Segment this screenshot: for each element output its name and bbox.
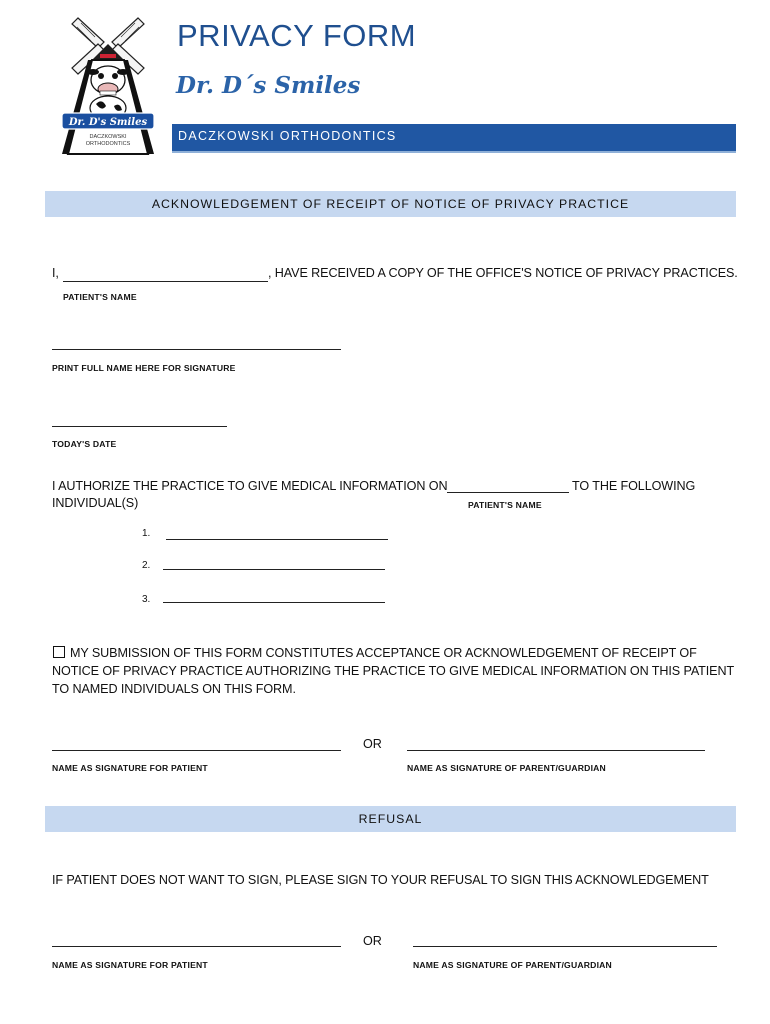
signature-or-text: OR <box>363 737 382 751</box>
consent-checkbox[interactable] <box>53 646 65 658</box>
patient-name-field[interactable] <box>63 281 268 282</box>
practice-banner <box>172 124 736 153</box>
authorize-text-prefix: I AUTHORIZE THE PRACTICE TO GIVE MEDICAL INFORMATION ON <box>52 479 448 493</box>
refusal-statement: IF PATIENT DOES NOT WANT TO SIGN, PLEASE SIGN TO YOUR REFUSAL TO SIGN THIS ACKNOWLEDGEMENT <box>52 873 709 887</box>
individual-field-1[interactable] <box>166 539 388 540</box>
consent-text-line3: TO NAMED INDIVIDUALS ON THIS FORM. <box>52 682 296 696</box>
individual-field-3[interactable] <box>163 602 385 603</box>
acknowledgement-heading-bar <box>45 191 736 217</box>
windmill-cow-logo-icon <box>48 14 168 156</box>
individual-number-1: 1. <box>142 528 151 539</box>
print-name-label: PRINT FULL NAME HERE FOR SIGNATURE <box>52 363 236 373</box>
svg-text:ORTHODONTICS: ORTHODONTICS <box>85 141 131 147</box>
guardian-signature-field[interactable] <box>407 750 705 751</box>
authorize-text-line2: INDIVIDUAL(S) <box>52 496 139 510</box>
practice-banner-text: DACZKOWSKI ORTHODONTICS <box>178 129 397 143</box>
refusal-guardian-signature-label: NAME AS SIGNATURE OF PARENT/GUARDIAN <box>413 960 612 970</box>
individual-number-2: 2. <box>142 560 151 571</box>
patient-signature-field[interactable] <box>52 750 341 751</box>
practice-logo <box>48 14 168 156</box>
date-label: TODAY'S DATE <box>52 439 117 449</box>
refusal-heading-bar <box>45 806 736 832</box>
statement-suffix: , HAVE RECEIVED A COPY OF THE OFFICE'S NOTICE OF PRIVACY PRACTICES. <box>268 266 738 280</box>
date-field[interactable] <box>52 426 227 427</box>
refusal-or-text: OR <box>363 934 382 948</box>
authorize-patient-field[interactable] <box>447 492 569 493</box>
refusal-patient-signature-label: NAME AS SIGNATURE FOR PATIENT <box>52 960 208 970</box>
statement-prefix: I, <box>52 266 59 280</box>
form-title: PRIVACY FORM <box>177 18 417 53</box>
individual-field-2[interactable] <box>163 569 385 570</box>
svg-text:DACZKOWSKI: DACZKOWSKI <box>89 134 127 140</box>
acknowledgement-heading: ACKNOWLEDGEMENT OF RECEIPT OF NOTICE OF PRIVACY PRACTICE <box>151 197 630 211</box>
logo-sign-text: Dr. D's Smiles <box>68 117 148 128</box>
authorize-patient-label: PATIENT'S NAME <box>468 500 542 510</box>
individual-number-3: 3. <box>142 594 151 605</box>
patient-name-label: PATIENT'S NAME <box>63 292 137 302</box>
refusal-heading: REFUSAL <box>358 812 423 826</box>
consent-text-line1: MY SUBMISSION OF THIS FORM CONSTITUTES ACCEPTANCE OR ACKNOWLEDGEMENT OF RECEIPT OF <box>70 646 697 660</box>
guardian-signature-label: NAME AS SIGNATURE OF PARENT/GUARDIAN <box>407 763 606 773</box>
refusal-guardian-signature-field[interactable] <box>413 946 717 947</box>
refusal-patient-signature-field[interactable] <box>52 946 341 947</box>
patient-signature-label: NAME AS SIGNATURE FOR PATIENT <box>52 763 208 773</box>
print-name-field[interactable] <box>52 349 341 350</box>
consent-text-line2: NOTICE OF PRIVACY PRACTICE AUTHORIZING THE PRACTICE TO GIVE MEDICAL INFORMATION ON THIS PATIENT <box>52 664 735 678</box>
authorize-text-suffix: TO THE FOLLOWING <box>572 479 696 493</box>
practice-script-name: Dr. D´s Smiles <box>176 72 361 99</box>
